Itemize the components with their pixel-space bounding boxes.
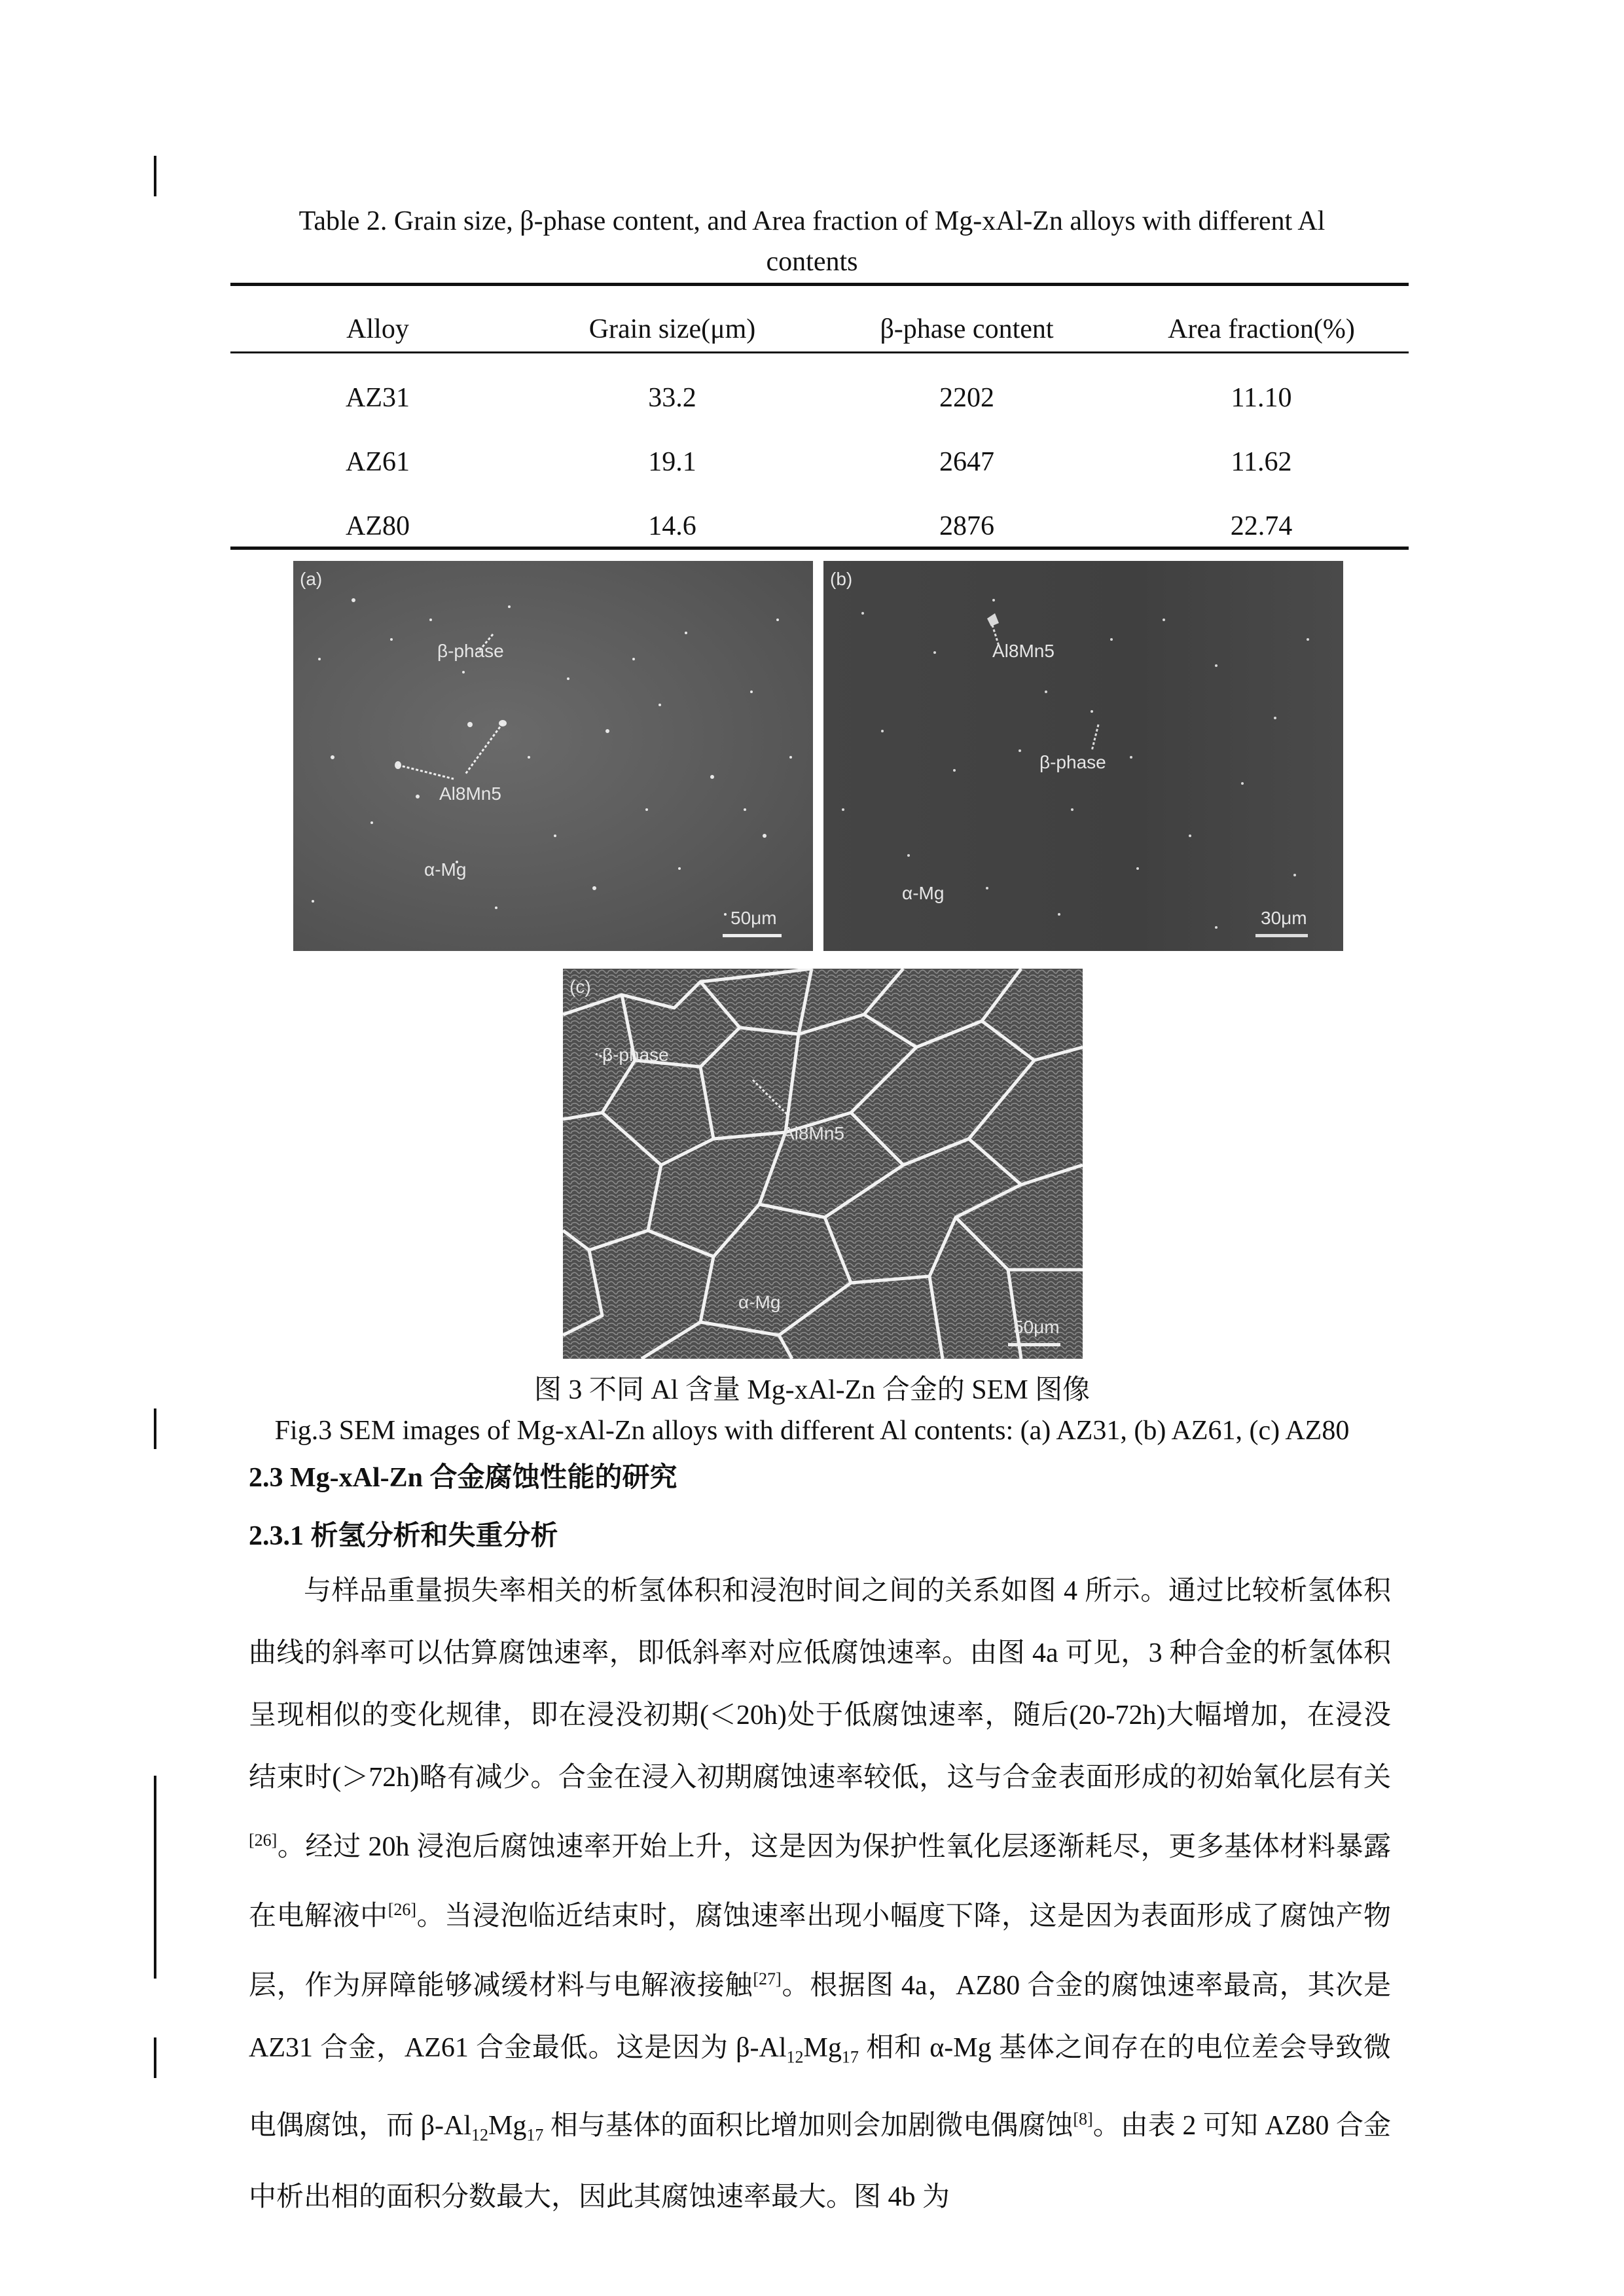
subscript: 12 <box>786 2047 804 2067</box>
table-cell: 11.10 <box>1231 383 1292 413</box>
sem-image-a <box>293 561 813 951</box>
alpha-mg-label: α-Mg <box>738 1292 781 1312</box>
subscript: 12 <box>471 2125 489 2145</box>
table-top-rule <box>230 283 1409 286</box>
beta-phase-label: β-phase <box>1039 752 1106 772</box>
al8mn5-label: Al8Mn5 <box>782 1123 844 1143</box>
change-bar <box>154 156 156 196</box>
panel-tag: (b) <box>830 569 853 589</box>
text-run: 相与基体的面积比增加则会加剧微电偶腐蚀 <box>543 2111 1074 2142</box>
scale-bar-label: 50μm <box>731 908 777 928</box>
paragraph-text <box>249 1560 1391 2229</box>
subscript: 17 <box>841 2047 859 2067</box>
body-paragraph <box>249 1560 1391 2229</box>
subscript: 17 <box>526 2125 544 2145</box>
subsection-heading: 2.3.1 析氢分析和失重分析 <box>249 1521 558 1551</box>
table-cell: 2647 <box>939 447 994 477</box>
panel-tag: (a) <box>300 569 323 589</box>
figure-caption-en: Fig.3 SEM images of Mg-xAl-Zn alloys with different Al contents: (a) AZ31, (b) AZ61, (c) AZ80 <box>274 1416 1350 1446</box>
table-cell: 11.62 <box>1231 447 1292 477</box>
sem-grain-boundaries <box>563 969 1083 1359</box>
alpha-mg-label: α-Mg <box>424 859 467 880</box>
sem-particles <box>293 561 813 951</box>
beta-phase-label: β-phase <box>602 1045 669 1065</box>
text-run: Mg <box>488 2111 527 2142</box>
alpha-mg-label: α-Mg <box>902 883 945 903</box>
column-header: Area fraction(%) <box>1168 314 1355 344</box>
text-run: 。当浸泡临近结束时，腐蚀速率出现小幅度下降，这是因为表面形成了腐蚀产物层，作为屏障能够减缓材料与电解液接触 <box>249 1901 1391 2001</box>
al8mn5-label: Al8Mn5 <box>439 783 501 804</box>
sem-image-c <box>563 969 1083 1359</box>
citation: [26] <box>388 1900 417 1919</box>
change-bar <box>154 2037 156 2078</box>
text-run: 与样品重量损失率相关的析氢体积和浸泡时间之间的关系如图 4 所示。通过比较析氢体积曲线的斜率可以估算腐蚀速率，即低斜率对应低腐蚀速率。由图 4a 可见，3 种合金的析氢体积呈现相似的变化规律，即在浸没初期(＜20h)处于低腐蚀速率，随后(20-72h)大幅增加，在浸没结束时(＞72h)略有减少。合金在浸入初期腐蚀速率较低，这与合金表面形成的初始氧化层有关 <box>249 1576 1391 1793</box>
column-header: β-phase content <box>880 314 1054 344</box>
column-header: Grain size(μm) <box>588 314 756 344</box>
text-run: Mg <box>803 2033 842 2063</box>
table-bottom-rule <box>230 547 1409 550</box>
text-run: 。根据图 4a，AZ80 合金的腐蚀速率最高，其次是 AZ31 合金，AZ61 合金最低。这是因为 β-Al <box>249 1971 1391 2063</box>
table-caption-line1: Table 2. Grain size, β-phase content, and Area fraction of Mg-xAl-Zn alloys with different Al <box>298 206 1326 236</box>
table-cell: AZ61 <box>346 447 410 477</box>
table-cell: AZ31 <box>346 383 410 413</box>
change-bar <box>154 1776 156 1979</box>
sem-image-b <box>823 561 1343 951</box>
citation: [8] <box>1073 2109 1093 2129</box>
table-cell: 33.2 <box>648 383 696 413</box>
table-cell: 22.74 <box>1230 511 1293 541</box>
table-header-rule <box>230 351 1409 353</box>
scale-bar-label: 50μm <box>1013 1317 1060 1337</box>
table-cell: 2202 <box>939 383 994 413</box>
panel-tag: (c) <box>569 977 591 997</box>
section-heading: 2.3 Mg-xAl-Zn 合金腐蚀性能的研究 <box>249 1463 677 1493</box>
table-caption-line2: contents <box>766 247 858 277</box>
column-header: Alloy <box>346 314 409 344</box>
text-run: 。由表 2 可知 AZ80 合金中析出相的面积分数最大，因此其腐蚀速率最大。图 4b 为 <box>249 2111 1391 2212</box>
text-run: 相和 α-Mg 基体之间存在的电位差会导致微电偶腐蚀，而 β-Al <box>249 2033 1391 2142</box>
text-run: 。经过 20h 浸泡后腐蚀速率开始上升，这是因为保护性氧化层逐渐耗尽，更多基体材料暴露在电解液中 <box>249 1832 1391 1931</box>
al8mn5-label: Al8Mn5 <box>992 641 1055 661</box>
figure-caption-cn: 图 3 不同 Al 含量 Mg-xAl-Zn 合金的 SEM 图像 <box>533 1375 1091 1405</box>
scale-bar-label: 30μm <box>1261 908 1307 928</box>
table-cell: 2876 <box>939 511 994 541</box>
beta-phase-label: β-phase <box>437 641 504 661</box>
citation: [27] <box>753 1969 782 1988</box>
table-cell: AZ80 <box>346 511 410 541</box>
citation: [26] <box>249 1831 278 1850</box>
table-cell: 19.1 <box>648 447 696 477</box>
table-cell: 14.6 <box>648 511 696 541</box>
